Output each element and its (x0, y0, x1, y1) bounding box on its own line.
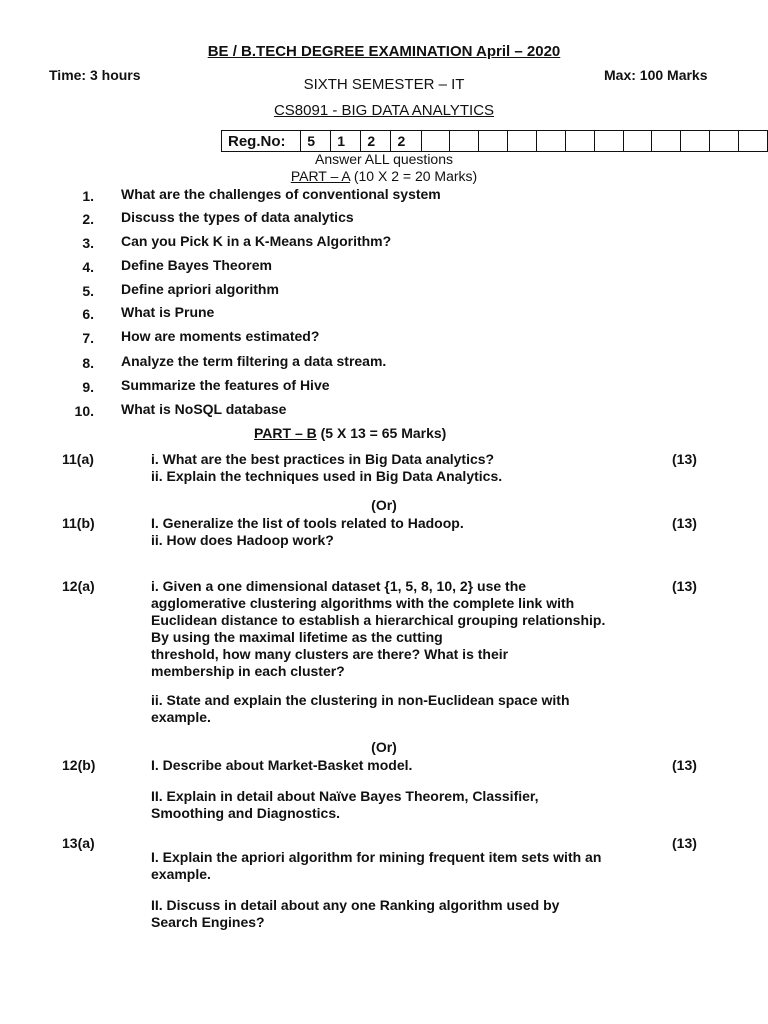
question-13a-line: II. Discuss in detail about any one Ranking algorithm used by (151, 897, 560, 913)
reg-digit-cell (508, 131, 537, 152)
or-separator: (Or) (371, 739, 397, 755)
exam-title: BE / B.TECH DEGREE EXAMINATION April – 2020 (207, 43, 561, 60)
reg-digit-cell (479, 131, 508, 152)
reg-digit-cell: 2 (391, 131, 421, 152)
reg-number-label: Reg.No: (222, 131, 301, 152)
question-12a-line: agglomerative clustering algorithms with the complete link with (151, 595, 575, 611)
reg-digit-cell: 2 (361, 131, 391, 152)
part-a-question-number: 8. (82, 355, 94, 371)
part-a-question-number: 10. (74, 403, 94, 419)
question-12a-line: i. Given a one dimensional dataset {1, 5, 8, 10, 2} use the (151, 578, 527, 594)
question-12b-line: Smoothing and Diagnostics. (151, 805, 341, 821)
part-a-question-number: 5. (82, 283, 94, 299)
question-13a-part-i (151, 849, 601, 883)
reg-digit-cell (421, 131, 450, 152)
part-a-question-text: Can you Pick K in a K-Means Algorithm? (121, 233, 392, 249)
part-a-question-number: 7. (82, 330, 94, 346)
question-12a-part-ii (151, 692, 570, 726)
exam-duration: Time: 3 hours (49, 67, 141, 83)
part-a-question-text: What is Prune (121, 304, 215, 320)
reg-digit-cell (652, 131, 681, 152)
question-number-13a: 13(a) (62, 835, 95, 851)
part-a-question-text: Discuss the types of data analytics (121, 209, 354, 225)
question-12b-line: II. Explain in detail about Naïve Bayes Theorem, Classifier, (151, 788, 539, 804)
reg-digit-cell (537, 131, 566, 152)
part-a-question-text: Summarize the features of Hive (121, 377, 330, 393)
question-12a-part-i (151, 578, 605, 680)
question-number-12a: 12(a) (62, 578, 95, 594)
part-a-heading: PART – A (10 X 2 = 20 Marks) (290, 168, 478, 184)
question-12a-line: example. (151, 709, 211, 725)
question-number-12b: 12(b) (62, 757, 96, 773)
question-number-11a: 11(a) (62, 451, 94, 467)
part-a-question-text: Define apriori algorithm (121, 281, 279, 297)
semester: SIXTH SEMESTER – IT (303, 76, 465, 93)
question-11a-line: ii. Explain the techniques used in Big Data Analytics. (151, 468, 503, 484)
part-a-question-number: 1. (82, 188, 94, 204)
part-a-question-number: 9. (82, 379, 94, 395)
marks-12a: (13) (672, 578, 697, 594)
question-11b-line: I. Generalize the list of tools related to Hadoop. (151, 515, 464, 531)
question-13a-line: I. Explain the apriori algorithm for mining frequent item sets with an (151, 849, 602, 865)
reg-number-row (222, 131, 768, 152)
question-12a-line: threshold, how many clusters are there? What is their (151, 646, 509, 662)
reg-digit-cell (681, 131, 710, 152)
part-a-question-text: Define Bayes Theorem (121, 257, 272, 273)
marks-11b: (13) (672, 515, 697, 531)
question-13a-part-ii (151, 897, 559, 931)
or-separator: (Or) (371, 497, 397, 513)
reg-digit-cell (623, 131, 652, 152)
instructions: Answer ALL questions (314, 151, 453, 167)
part-a-question-number: 4. (82, 259, 94, 275)
marks-11a: (13) (672, 451, 697, 467)
part-b-heading: PART – B (5 X 13 = 65 Marks) (254, 425, 447, 441)
part-a-question-text: How are moments estimated? (121, 328, 320, 344)
reg-digit-cell (739, 131, 768, 152)
question-12a-line: ii. State and explain the clustering in non-Euclidean space with (151, 692, 570, 708)
part-a-question-text: Analyze the term filtering a data stream. (121, 353, 387, 369)
reg-digit-cell (710, 131, 739, 152)
question-11b-line: ii. How does Hadoop work? (151, 532, 334, 548)
question-12a-line: membership in each cluster? (151, 663, 345, 679)
question-11a-line: i. What are the best practices in Big Data analytics? (151, 451, 495, 467)
part-a-question-number: 6. (82, 306, 94, 322)
reg-digit-cell (450, 131, 479, 152)
question-12b-part-ii (151, 788, 538, 822)
max-marks: Max: 100 Marks (604, 67, 708, 83)
part-a-question-text: What are the challenges of conventional system (121, 186, 441, 202)
question-12a-line: Euclidean distance to establish a hierarchical grouping relationship. (151, 612, 606, 628)
marks-13a: (13) (672, 835, 697, 851)
question-11a-text (151, 451, 502, 485)
question-number-11b: 11(b) (62, 515, 95, 531)
reg-digit-cell (565, 131, 594, 152)
reg-digit-cell: 5 (301, 131, 331, 152)
reg-digit-cell: 1 (331, 131, 361, 152)
question-13a-line: Search Engines? (151, 914, 265, 930)
reg-digit-cell (594, 131, 623, 152)
part-a-question-number: 2. (82, 211, 94, 227)
question-11b-text (151, 515, 464, 549)
question-12b-part-i: I. Describe about Market-Basket model. (151, 757, 413, 773)
course-title: CS8091 - BIG DATA ANALYTICS (273, 102, 495, 119)
question-13a-line: example. (151, 866, 211, 882)
question-12a-line: By using the maximal lifetime as the cutting (151, 629, 443, 645)
part-a-question-number: 3. (82, 235, 94, 251)
reg-number-table (221, 130, 768, 152)
part-a-question-text: What is NoSQL database (121, 401, 287, 417)
marks-12b: (13) (672, 757, 697, 773)
